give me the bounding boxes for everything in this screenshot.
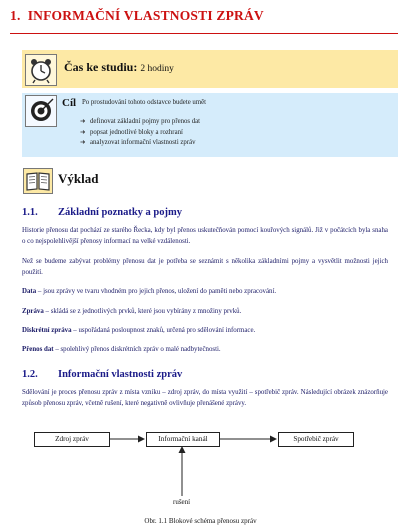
definition-zprava: Zpráva – skládá se z jednotlivých prvků, které jsou vybírány z množiny prvků.	[22, 308, 242, 315]
arrowhead-icon	[138, 436, 145, 443]
arrow-bullet-icon: ➜	[80, 118, 86, 125]
study-time-label: Čas ke studiu: 2 hodiny	[64, 60, 174, 74]
target-icon	[25, 95, 57, 127]
figure-caption: Obr. 1.1 Blokové schéma přenosu zpráv	[144, 517, 257, 525]
alarm-clock-icon	[25, 54, 57, 86]
paragraph-intro: Než se budeme zabývat problémy přenosu dat je potřeba se seznámit s několika základními pojmy a vysvětlit možnosti jejich použití.	[22, 258, 388, 277]
definition-prenos-dat: Přenos dat – spolehlivý přenos diskrétních zpráv o malé nadbytečnosti.	[22, 346, 221, 353]
chapter-title: 1. INFORMAČNÍ VLASTNOSTI ZPRÁV	[10, 8, 264, 23]
block-sink: Spotřebič zpráv	[278, 432, 354, 447]
goal-label: Cíl	[62, 97, 77, 109]
noise-label: rušení	[173, 498, 191, 506]
chapter-rule	[10, 33, 398, 34]
arrow-bullet-icon: ➜	[80, 128, 86, 136]
arrowhead-icon	[179, 446, 186, 453]
study-time-box	[22, 50, 398, 88]
block-channel: Informační kanál	[146, 432, 220, 447]
block-diagram	[22, 428, 388, 518]
study-time-value: 2 hodiny	[140, 64, 174, 74]
arrow-bullet-icon: ➜	[80, 139, 86, 146]
definition-data: Data – jsou zprávy ve tvaru vhodném pro jejich přenos, uložení do paměti nebo zpracování.	[22, 288, 277, 295]
section-2-title: 1.2. Informační vlastnosti zpráv	[22, 369, 183, 380]
goal-item: ➜ definovat základní pojmy pro přenos dat	[80, 117, 200, 128]
open-book-icon	[23, 168, 53, 194]
vyklad-title: Výklad	[58, 171, 99, 186]
paragraph-communication: Sdělování je proces přenosu zpráv z místa vzniku – zdroj zpráv, do místa využití – spotřebič zpráv. Následující obrázek znázorňuje způsob přenosu zpráv, včetně rušení, které negativně ovlivňuje přenášené zprávy.	[22, 389, 388, 408]
paragraph-history: Historie přenosu dat pochází ze starého Řecka, kdy byl přenos uskutečňován pomocí kouřových signálů. Již v počátcích byla snaha o co nejspolehlivější přenosy informací na velké vzdálenosti.	[22, 227, 388, 246]
section-1-title: 1.1. Základní poznatky a pojmy	[22, 207, 182, 218]
definition-diskretni-zprava: Diskrétní zpráva – uspořádaná posloupnost znaků, určená pro sdělování informace.	[22, 327, 256, 334]
goal-item: ➜ analyzovat informační vlastnosti zpráv	[80, 138, 200, 149]
goal-intro: Po prostudování tohoto odstavce budete umět	[82, 99, 207, 106]
goal-box	[22, 93, 398, 157]
block-source: Zdroj zpráv	[34, 432, 110, 447]
goal-list	[80, 117, 200, 149]
arrowhead-icon	[270, 436, 277, 443]
goal-item: ➜ popsat jednotlivé bloky a rozhraní	[80, 128, 200, 139]
